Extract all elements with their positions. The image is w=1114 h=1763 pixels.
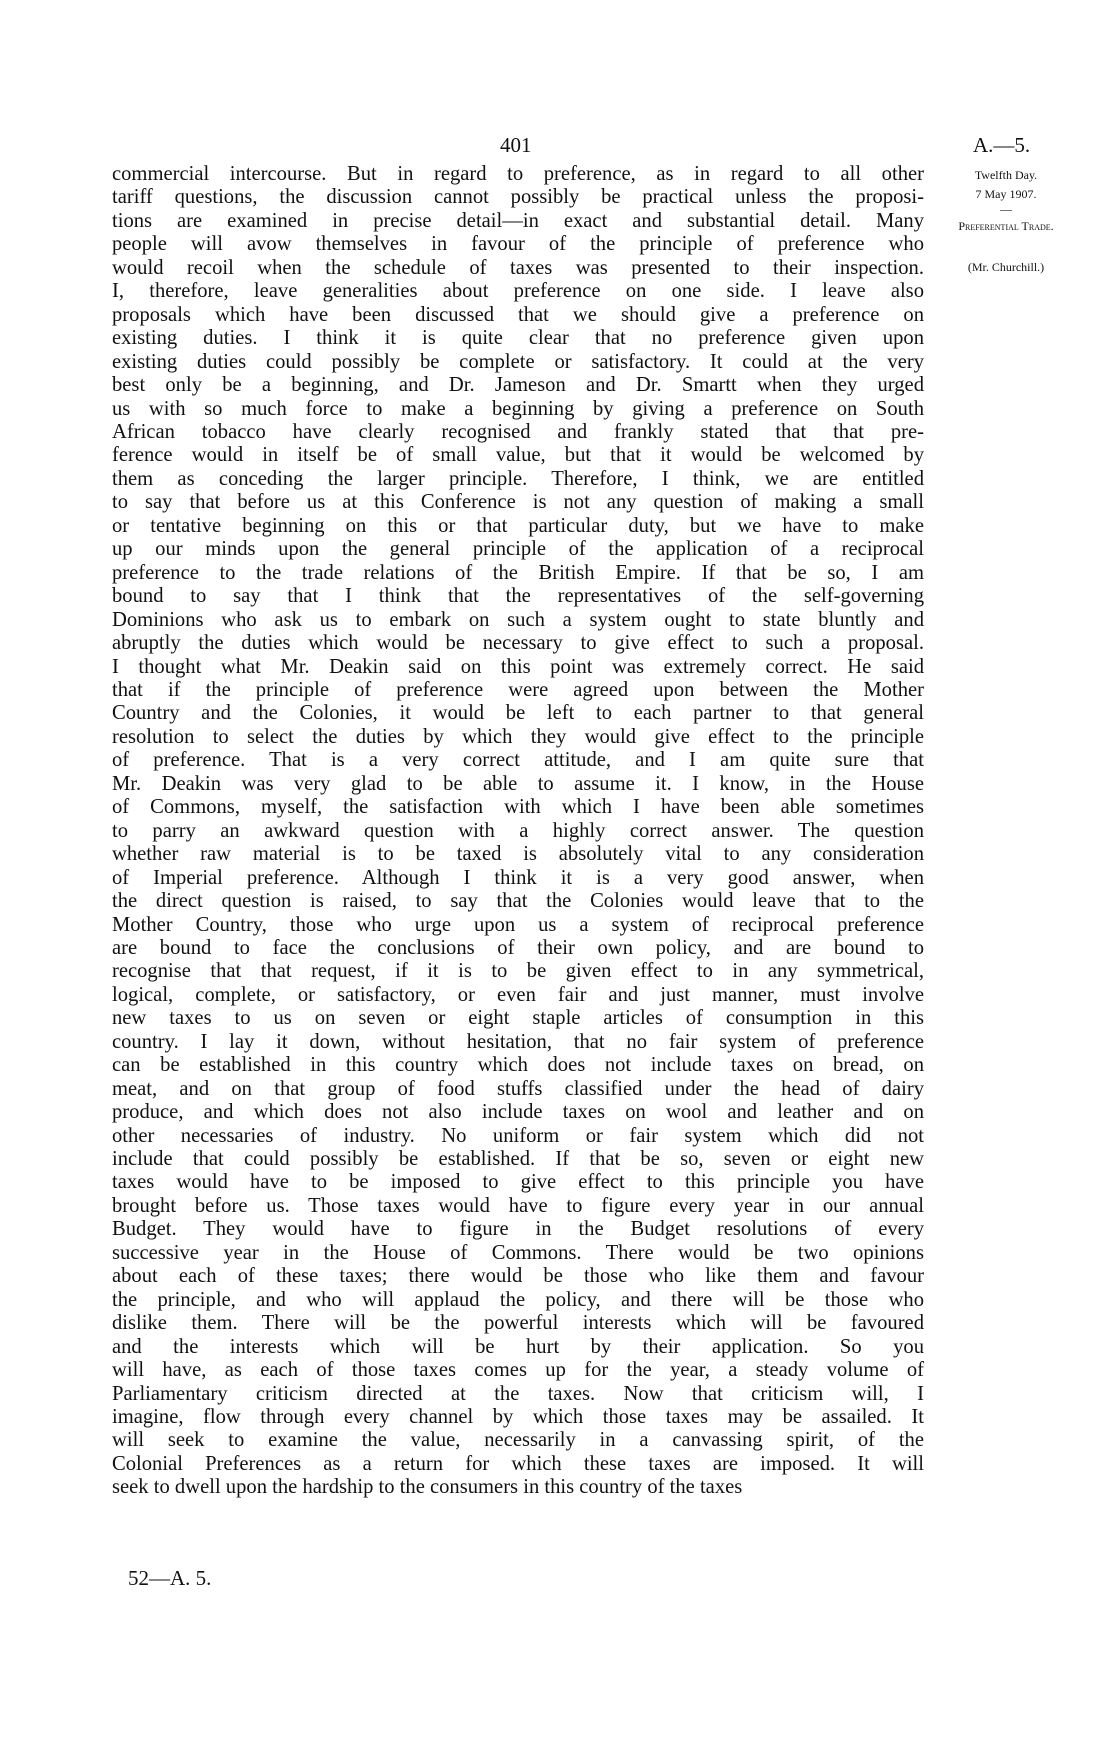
- text-line: them as conceding the larger principle. Therefore, I think, we are entitled: [112, 467, 924, 490]
- text-line: include that could possibly be established. If that be so, seven or eight new: [112, 1148, 924, 1171]
- text-line: logical, complete, or satisfactory, or even fair and just manner, must involve: [112, 983, 924, 1006]
- text-line: to parry an awkward question with a highly correct answer. The question: [112, 819, 924, 842]
- margin-note-date: 7 May 1907.: [975, 187, 1037, 201]
- text-line: successive year in the House of Commons. There would be two opinions: [112, 1241, 924, 1264]
- text-line: Colonial Preferences as a return for which these taxes are imposed. It will: [112, 1452, 924, 1475]
- text-line: to say that before us at this Conference is not any question of making a small: [112, 491, 924, 514]
- text-line: about each of these taxes; there would be those who like them and favour: [112, 1265, 924, 1288]
- body-text: [112, 163, 924, 1500]
- margin-note-dash: —: [1000, 202, 1012, 216]
- text-line: existing duties could possibly be complete or satisfactory. It could at the very: [112, 350, 924, 373]
- text-line: other necessaries of industry. No uniform or fair system which did not: [112, 1124, 924, 1147]
- text-line: or tentative beginning on this or that particular duty, but we have to make: [112, 514, 924, 537]
- text-line: are bound to face the conclusions of their own policy, and are bound to: [112, 936, 924, 959]
- text-line: taxes would have to be imposed to give effect to this principle you have: [112, 1171, 924, 1194]
- text-line: of Commons, myself, the satisfaction with which I have been able sometimes: [112, 796, 924, 819]
- text-line: the direct question is raised, to say that the Colonies would leave that to the: [112, 890, 924, 913]
- margin-note-topic: Preferential Trade.: [958, 219, 1054, 233]
- text-line: dislike them. There will be the powerful interests which will be favoured: [112, 1312, 924, 1335]
- text-line: the principle, and who will applaud the policy, and there will be those who: [112, 1288, 924, 1311]
- text-line: Parliamentary criticism directed at the taxes. Now that criticism will, I: [112, 1382, 924, 1405]
- text-line: abruptly the duties which would be necessary to give effect to such a proposal.: [112, 632, 924, 655]
- text-line: imagine, flow through every channel by which those taxes may be assailed. It: [112, 1406, 924, 1429]
- text-line: best only be a beginning, and Dr. Jameson and Dr. Smartt when they urged: [112, 374, 924, 397]
- text-line: existing duties. I think it is quite clear that no preference given upon: [112, 327, 924, 350]
- text-line: will have, as each of those taxes comes up for the year, a steady volume of: [112, 1359, 924, 1382]
- text-line: I, therefore, leave generalities about preference on one side. I leave also: [112, 280, 924, 303]
- text-line: seek to dwell upon the hardship to the consumers in this country of the taxes: [112, 1476, 743, 1499]
- text-line: brought before us. Those taxes would have to figure every year in our annual: [112, 1194, 924, 1217]
- text-line: up our minds upon the general principle of the application of a reciprocal: [112, 538, 924, 561]
- page-number: 401: [500, 133, 532, 157]
- text-line: people will avow themselves in favour of the principle of preference who: [112, 233, 924, 256]
- text-line: Country and the Colonies, it would be left to each partner to that general: [112, 702, 924, 725]
- text-line: ference would in itself be of small value, but that it would be welcomed by: [112, 444, 924, 467]
- text-line: country. I lay it down, without hesitation, that no fair system of preference: [112, 1030, 924, 1053]
- text-line: I thought what Mr. Deakin said on this point was extremely correct. He said: [112, 655, 924, 678]
- text-line: Budget. They would have to figure in the Budget resolutions of every: [112, 1218, 924, 1241]
- text-line: produce, and which does not also include taxes on wool and leather and on: [112, 1101, 924, 1124]
- text-line: will seek to examine the value, necessarily in a canvassing spirit, of the: [112, 1429, 924, 1452]
- text-line: preference to the trade relations of the British Empire. If that be so, I am: [112, 561, 924, 584]
- text-line: bound to say that I think that the representatives of the self-governing: [112, 585, 924, 608]
- text-line: Mother Country, those who urge upon us a system of reciprocal preference: [112, 913, 924, 936]
- text-line: whether raw material is to be taxed is absolutely vital to any consideration: [112, 843, 924, 866]
- text-line: us with so much force to make a beginning by giving a preference on South: [112, 397, 924, 420]
- printer-signature: 52—A. 5.: [128, 1566, 212, 1590]
- margin-note-speaker: (Mr. Churchill.): [967, 260, 1045, 274]
- text-line: recognise that that request, if it is to be given effect to in any symmetrical,: [112, 960, 924, 983]
- text-line: of Imperial preference. Although I think it is a very good answer, when: [112, 866, 924, 889]
- text-line: meat, and on that group of food stuffs classified under the head of dairy: [112, 1077, 924, 1100]
- text-line: can be established in this country which does not include taxes on bread, on: [112, 1054, 924, 1077]
- text-line: commercial intercourse. But in regard to preference, as in regard to all other: [112, 163, 924, 185]
- document-reference: A.—5.: [973, 133, 1031, 157]
- text-line: tariff questions, the discussion cannot possibly be practical unless the proposi-: [112, 186, 924, 209]
- text-line: proposals which have been discussed that we should give a preference on: [112, 303, 924, 326]
- text-line: of preference. That is a very correct attitude, and I am quite sure that: [112, 749, 924, 772]
- text-line: African tobacco have clearly recognised and frankly stated that that pre-: [112, 420, 924, 443]
- text-line: Dominions who ask us to embark on such a system ought to state bluntly and: [112, 608, 924, 631]
- text-line: would recoil when the schedule of taxes was presented to their inspection.: [112, 256, 924, 279]
- text-line: resolution to select the duties by which they would give effect to the principle: [112, 725, 924, 748]
- text-line: that if the principle of preference were agreed upon between the Mother: [112, 678, 924, 701]
- text-line: and the interests which will be hurt by their application. So you: [112, 1335, 924, 1358]
- text-line: tions are examined in precise detail—in exact and substantial detail. Many: [112, 209, 924, 232]
- margin-note-day: Twelfth Day.: [974, 168, 1038, 182]
- text-line: new taxes to us on seven or eight staple articles of consumption in this: [112, 1007, 924, 1030]
- text-line: Mr. Deakin was very glad to be able to assume it. I know, in the House: [112, 772, 924, 795]
